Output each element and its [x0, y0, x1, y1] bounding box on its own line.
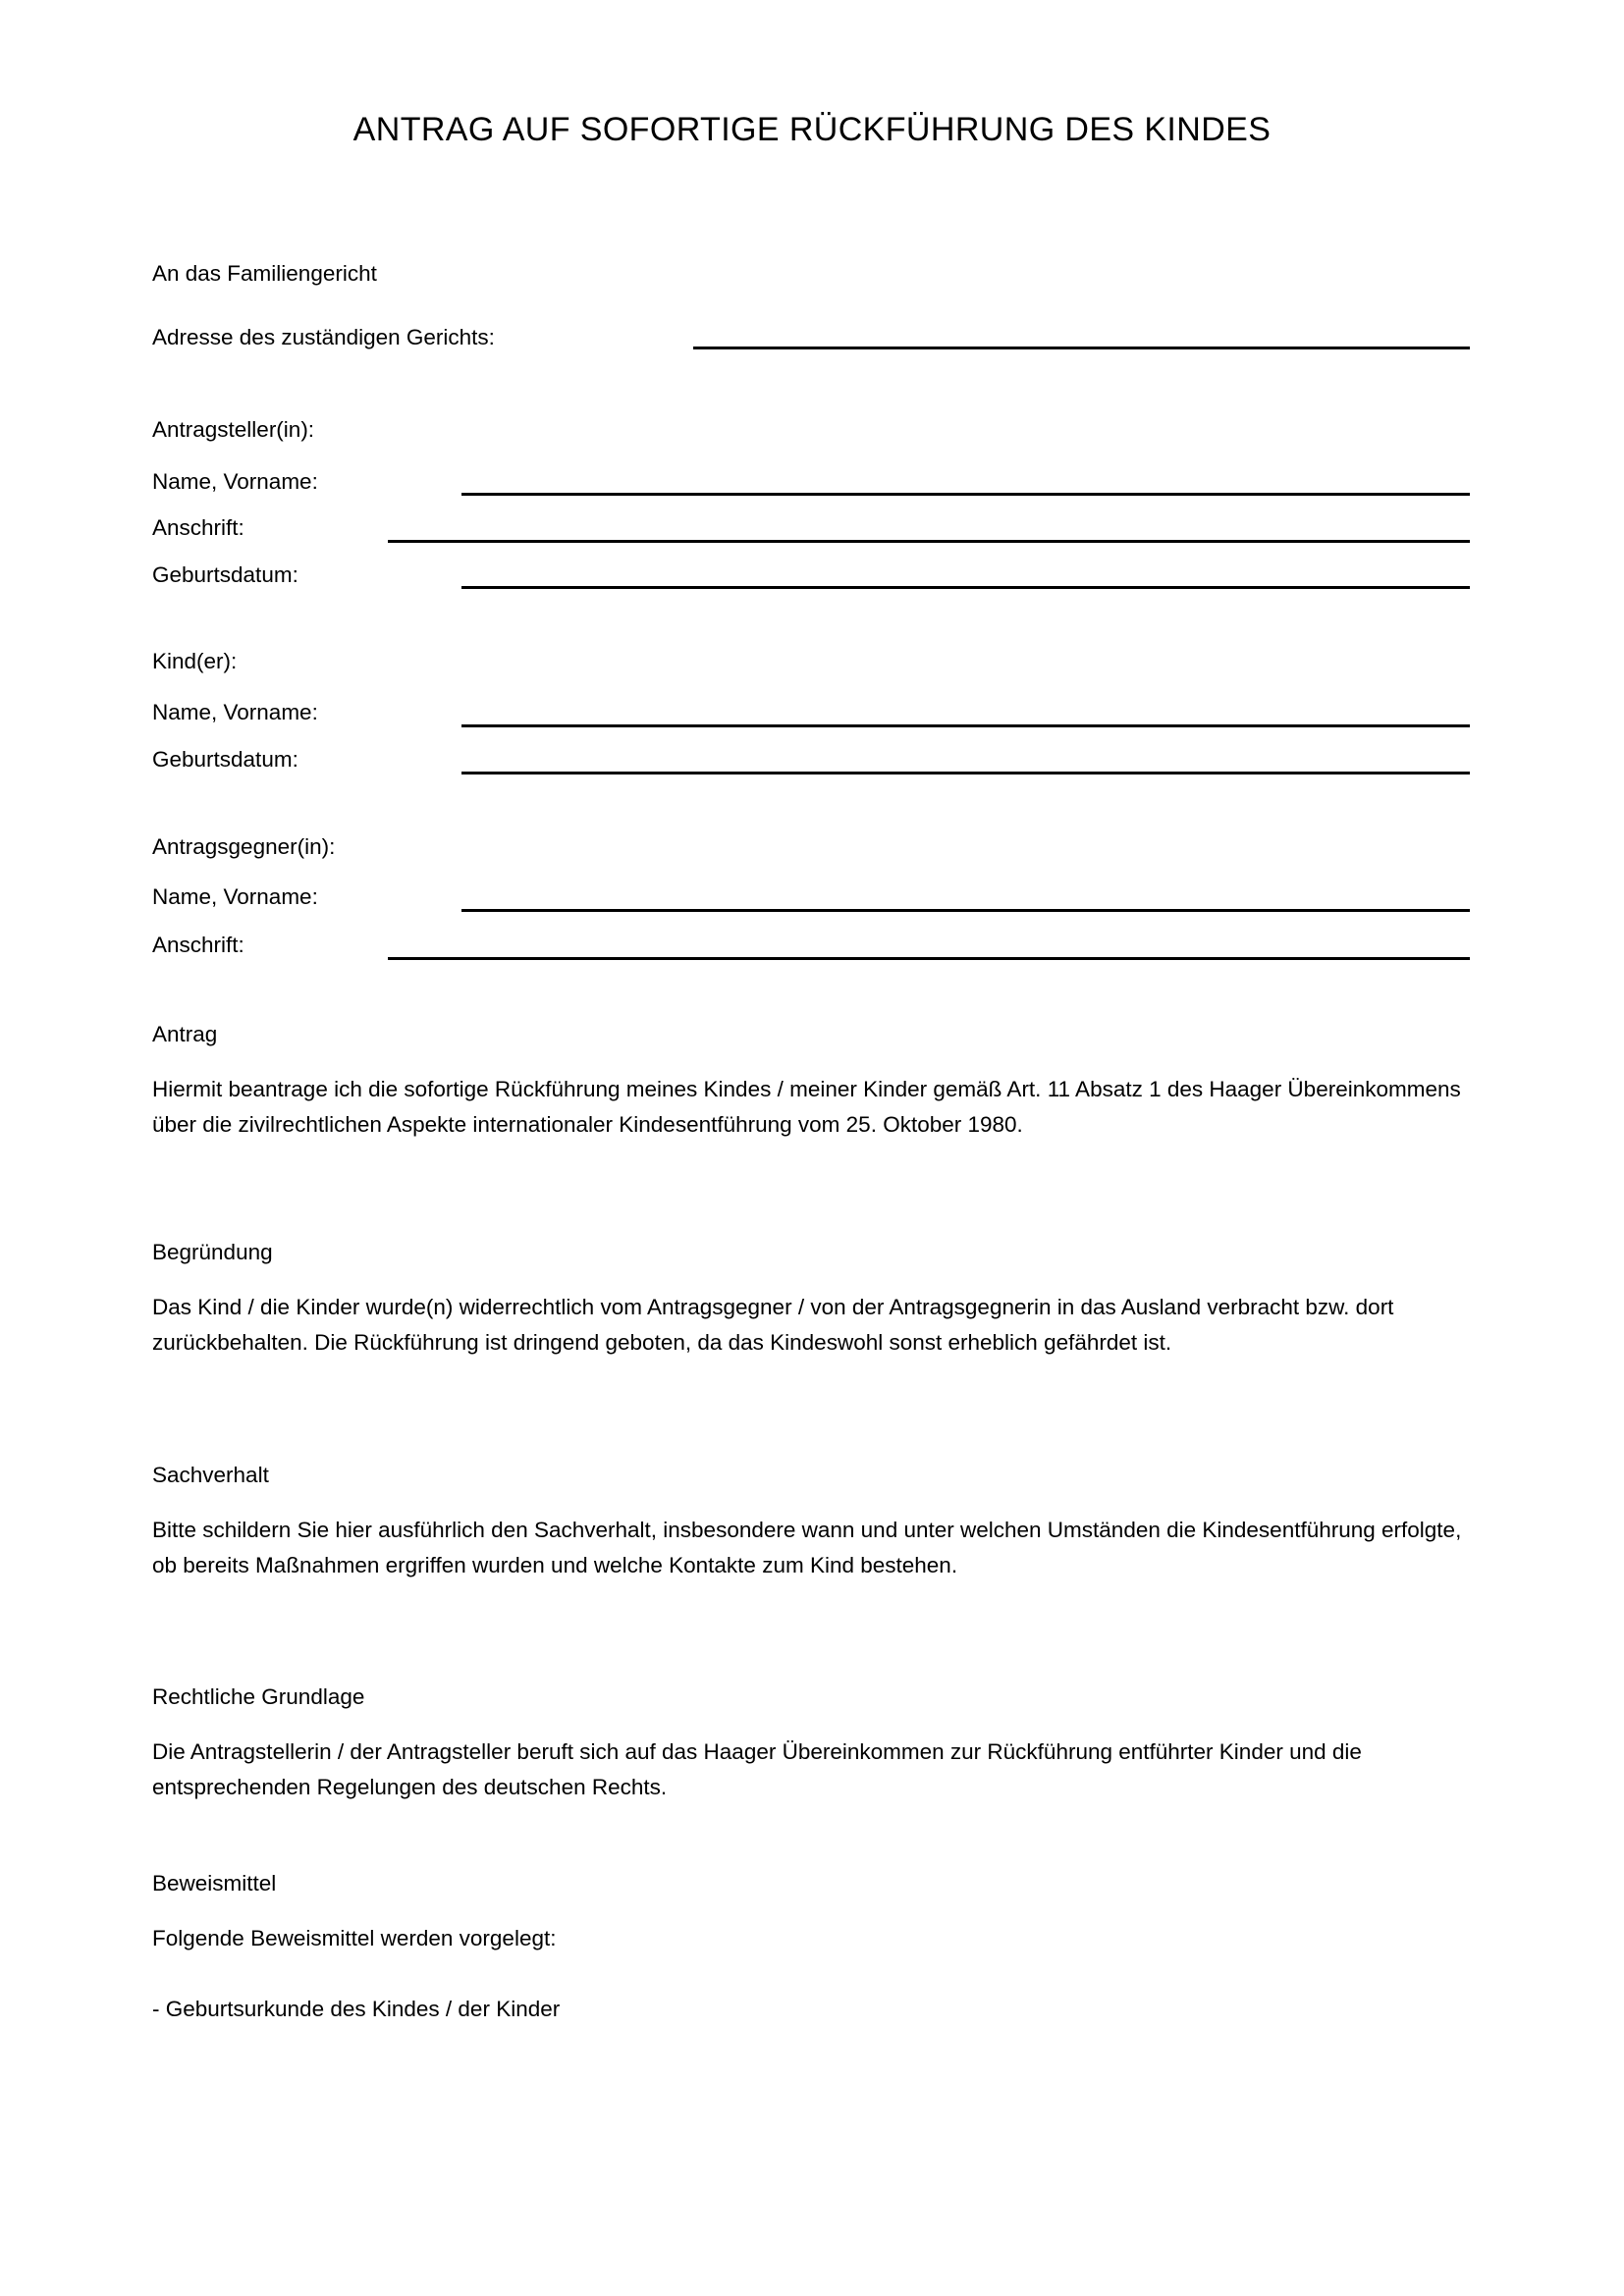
child-birthdate-input[interactable] [461, 772, 1470, 774]
page-title: ANTRAG AUF SOFORTIGE RÜCKFÜHRUNG DES KINDES [352, 111, 1272, 148]
respondent-name-input[interactable] [461, 909, 1470, 912]
section-beweismittel-intro: Folgende Beweismittel werden vorgelegt: [152, 1925, 557, 1950]
section-rechtliche-grundlage-heading: Rechtliche Grundlage [152, 1684, 365, 1709]
respondent-address-input[interactable] [388, 957, 1470, 960]
section-rechtliche-grundlage-body: Die Antragstellerin / der Antragsteller beruft sich auf das Haager Übereinkommen zur Rückführung entführter Kinder und die entsprechenden Regelungen des deutschen Rechts. [152, 1738, 1362, 1799]
respondent-heading: Antragsgegner(in): [152, 834, 336, 859]
list-item: - Geburtsurkunde des Kindes / der Kinder [152, 1996, 561, 2021]
section-sachverhalt [152, 1465, 1468, 1583]
children-heading: Kind(er): [152, 649, 238, 673]
respondent-name-label: Name, Vorname: [152, 884, 318, 909]
section-beweismittel-heading: Beweismittel [152, 1871, 277, 1896]
court-address-label: Adresse des zuständigen Gerichts: [152, 325, 495, 349]
section-antrag [152, 1024, 1468, 1143]
respondent-address-label: Anschrift: [152, 933, 244, 957]
child-name-input[interactable] [461, 724, 1470, 727]
section-begruendung-body: Das Kind / die Kinder wurde(n) widerrechtlich vom Antragsgegner / von der Antragsgegnerin in das Ausland verbracht bzw. dort zurückbehalten. Die Rückführung ist dringend geboten, da das Kindeswohl sonst erheblich gefährdet ist. [152, 1294, 1394, 1355]
section-begruendung [152, 1242, 1468, 1361]
section-sachverhalt-body: Bitte schildern Sie hier ausführlich den Sachverhalt, insbesondere wann und unter welchen Umständen die Kindesentführung erfolgte, ob bereits Maßnahmen ergriffen wurden und welche Kontakte zum Kind bestehen. [152, 1517, 1462, 1577]
section-begruendung-heading: Begründung [152, 1240, 273, 1264]
addressee-label: An das Familiengericht [152, 261, 377, 286]
child-name-label: Name, Vorname: [152, 700, 318, 724]
applicant-birthdate-label: Geburtsdatum: [152, 562, 298, 587]
applicant-heading: Antragsteller(in): [152, 417, 315, 442]
section-beweismittel [152, 1873, 1468, 2027]
applicant-name-input[interactable] [461, 493, 1470, 496]
applicant-address-label: Anschrift: [152, 515, 244, 540]
section-antrag-heading: Antrag [152, 1022, 218, 1046]
child-birthdate-label: Geburtsdatum: [152, 747, 298, 772]
applicant-address-input[interactable] [388, 540, 1470, 543]
applicant-birthdate-input[interactable] [461, 586, 1470, 589]
section-rechtliche-grundlage [152, 1686, 1468, 1805]
section-antrag-body: Hiermit beantrage ich die sofortige Rückführung meines Kindes / meiner Kinder gemäß Art. 11 Absatz 1 des Haager Übereinkommens über die zivilrechtlichen Aspekte internationaler Kindesentführung vom 25. Oktober 1980. [152, 1076, 1461, 1137]
court-address-input[interactable] [693, 347, 1470, 349]
section-sachverhalt-heading: Sachverhalt [152, 1463, 269, 1487]
applicant-name-label: Name, Vorname: [152, 469, 318, 494]
